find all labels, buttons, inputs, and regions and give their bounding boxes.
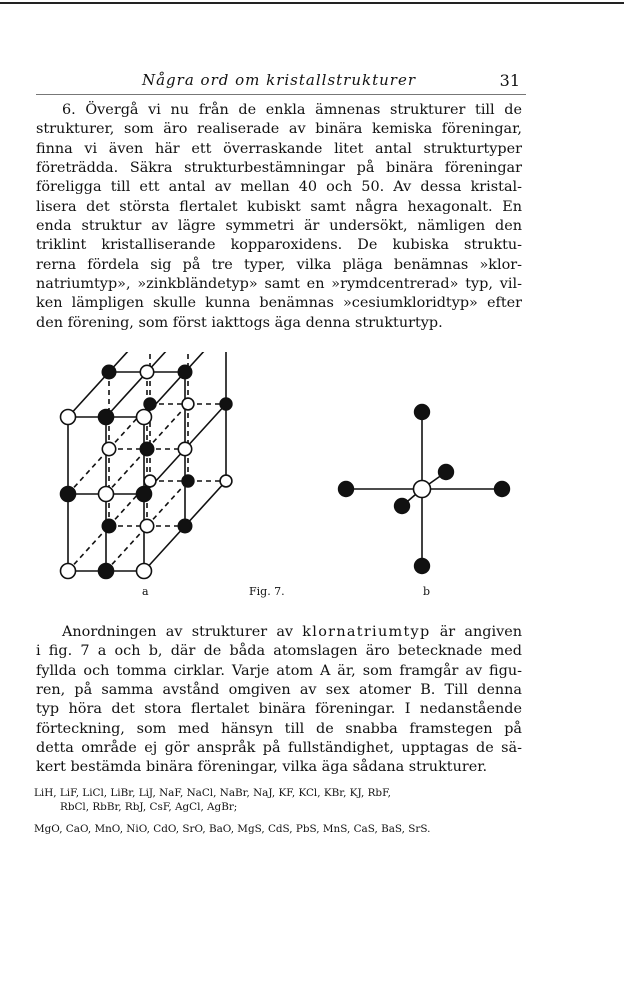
text-line: förteckning, som med hänsyn till de snabba framstegen på [36, 720, 522, 737]
empty-atom [140, 519, 153, 532]
figure-caption: Fig. 7. [249, 585, 285, 598]
empty-atom [137, 410, 152, 425]
filled-atom [495, 482, 510, 497]
text-line: i fig. 7 a och b, där de båda atomslagen äro betecknade med [36, 643, 522, 660]
compound-line: LiH, LiF, LiCl, LiBr, LiJ, NaF, NaCl, NaBr, NaJ, KF, KCl, KBr, KJ, RbF, [34, 787, 391, 799]
paragraph-nacl-type [36, 623, 522, 778]
empty-atom [61, 410, 76, 425]
filled-atom [182, 475, 194, 487]
page-number: 31 [499, 71, 520, 90]
filled-atom [102, 519, 115, 532]
text-line: typ höra det stora flertalet binära föreningar. I nedanstående [36, 701, 522, 718]
figure-label-b: b [423, 585, 431, 598]
central-empty-atom [414, 481, 431, 498]
text-line: rerna fördela sig på tre typer, vilka pläga benämnas »klor- [36, 256, 522, 273]
empty-atom [61, 564, 76, 579]
filled-atom [415, 559, 430, 574]
empty-atom [144, 475, 156, 487]
text-line: enda struktur av lägre symmetri är undersökt, nämligen den [36, 218, 522, 235]
compound-list-oxides-sulfides [34, 822, 524, 836]
text-line: natriumtyp», »zinkbländetyp» samt en »rymdcentrerad» typ, vil- [36, 276, 522, 293]
header-rule [36, 94, 526, 95]
filled-atom [220, 398, 232, 410]
empty-atom [99, 487, 114, 502]
text-line: föreligga till ett antal av mellan 40 och 50. Av dessa kristal- [36, 179, 522, 196]
filled-atom [144, 398, 156, 410]
text-run: Anordningen av strukturer av [62, 624, 303, 640]
filled-atom [140, 442, 153, 455]
filled-atom [439, 465, 454, 480]
empty-atom [182, 398, 194, 410]
text-line: fyllda och tomma cirklar. Varje atom A är, som framgår av figu- [36, 662, 522, 679]
filled-atom [178, 365, 191, 378]
empty-atom [102, 442, 115, 455]
figure-7 [36, 352, 522, 602]
empty-atom [220, 475, 232, 487]
figure-7-drawing [36, 352, 522, 602]
filled-atom [99, 564, 114, 579]
running-title: Några ord om kristallstrukturer [141, 71, 417, 89]
text-line: finna vi även här ett överraskande litet antal strukturtyper [36, 140, 522, 157]
text-line [36, 623, 522, 642]
spaced-term: klornatriumtyp [302, 624, 431, 640]
filled-atom [395, 499, 410, 514]
paragraph-6 [36, 101, 522, 333]
filled-atom [61, 487, 76, 502]
filled-atom [137, 487, 152, 502]
text-line: företrädda. Säkra strukturbestämningar på binära föreningar [36, 160, 522, 177]
compound-line: RbCl, RbBr, RbJ, CsF, AgCl, AgBr; [60, 801, 238, 813]
filled-atom [415, 405, 430, 420]
bond-line [185, 404, 226, 449]
filled-atom [99, 410, 114, 425]
top-border-rule [0, 2, 624, 4]
text-line: lisera det största flertalet kubiskt samt några hexagonalt. En [36, 198, 522, 215]
text-line: 6. Övergå vi nu från de enkla ämnenas strukturer till de [62, 102, 522, 118]
empty-atom [140, 365, 153, 378]
running-header [36, 71, 522, 93]
filled-atom [178, 519, 191, 532]
compound-line: MgO, CaO, MnO, NiO, CdO, SrO, BaO, MgS, CdS, PbS, MnS, CaS, BaS, SrS. [34, 823, 431, 835]
text-line: kert bestämda binära föreningar, vilka äga sådana strukturer. [36, 759, 488, 776]
text-line: triklint kristalliserande kopparoxidens. De kubiska struktu- [36, 237, 522, 254]
text-run: är angiven [430, 624, 522, 640]
filled-atom [339, 482, 354, 497]
text-line: detta område ej gör anspråk på fullständighet, upptagas de sä- [36, 740, 522, 757]
empty-atom [137, 564, 152, 579]
filled-atom [102, 365, 115, 378]
compound-list-halides [34, 786, 524, 814]
empty-atom [178, 442, 191, 455]
figure-label-a: a [142, 585, 149, 598]
text-line: strukturer, som äro realiserade av binära kemiska föreningar, [36, 121, 522, 138]
text-line: ken lämpligen skulle kunna benämnas »cesiumkloridtyp» efter [36, 295, 522, 312]
text-line: den förening, som först iakttogs äga denna strukturtyp. [36, 314, 443, 331]
bond-line [185, 481, 226, 526]
text-line: ren, på samma avstånd omgiven av sex atomer B. Till denna [36, 682, 522, 699]
